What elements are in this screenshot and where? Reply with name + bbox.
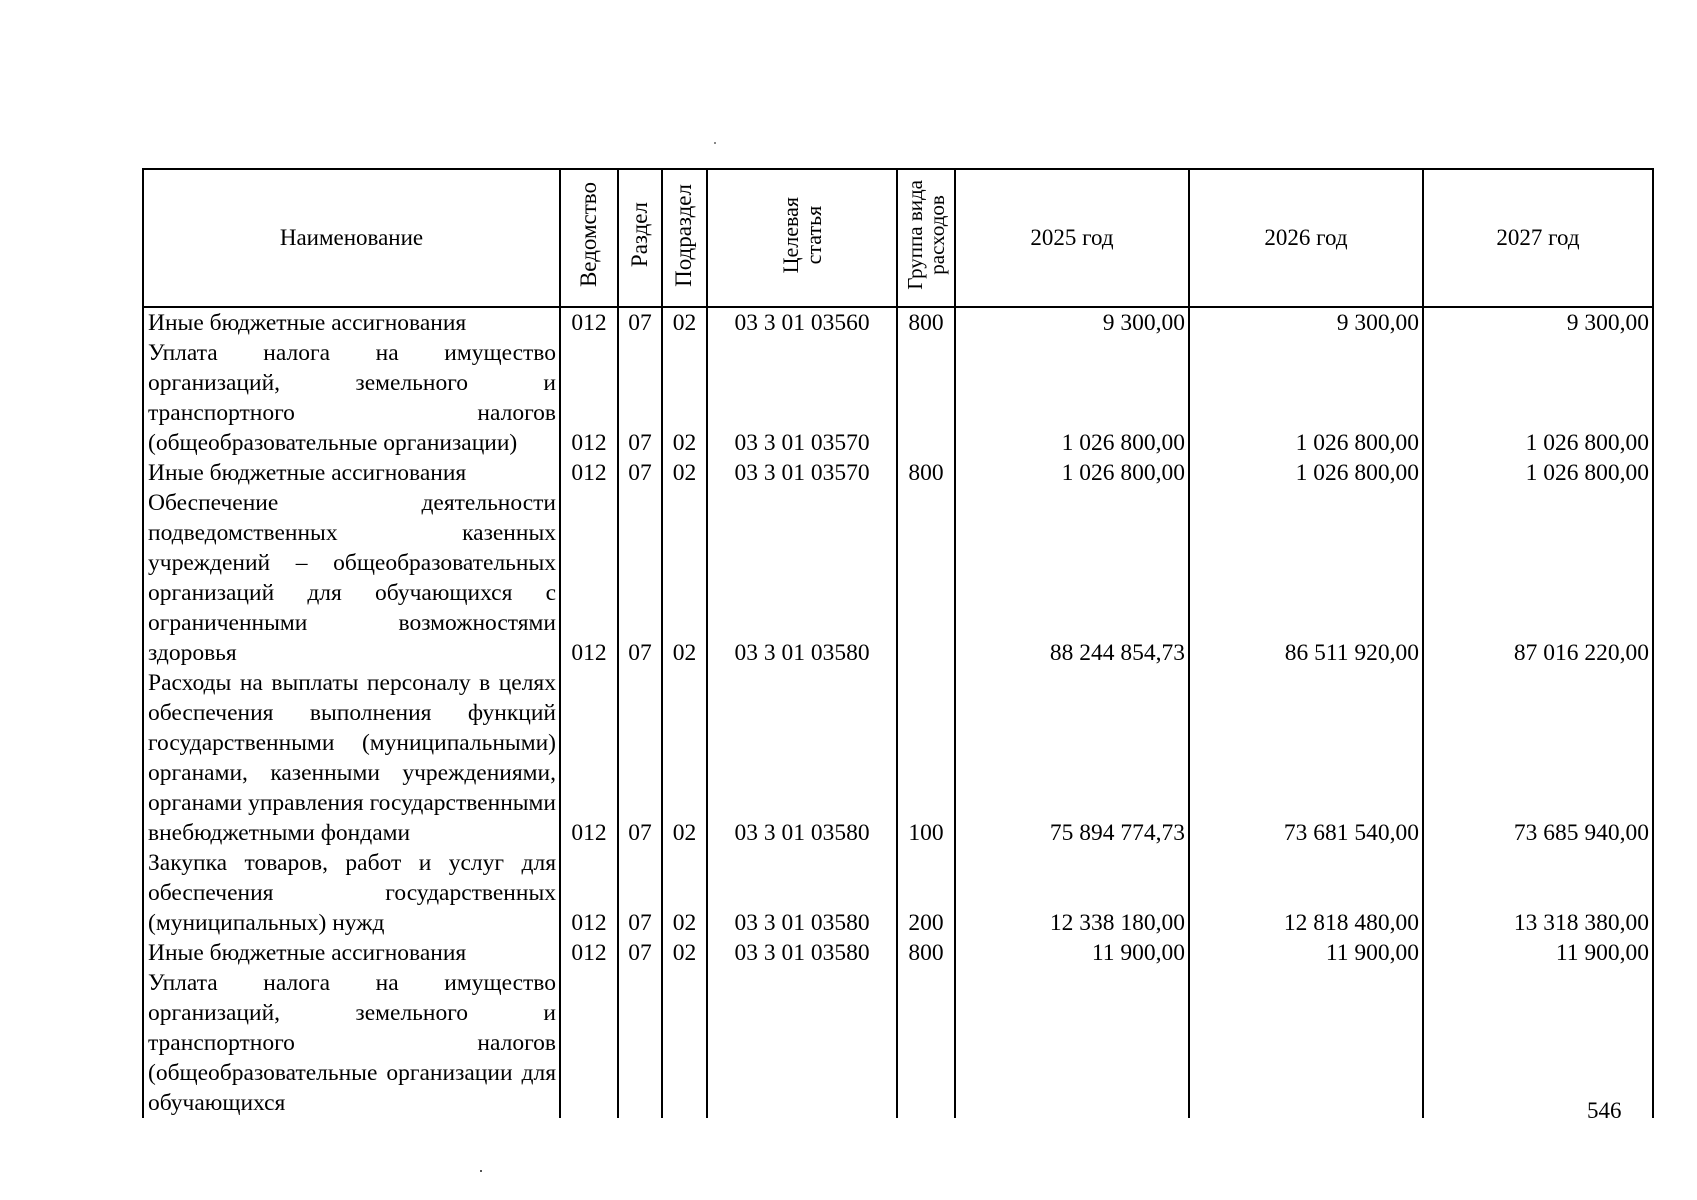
row-2025 <box>955 968 1189 1118</box>
row-razdel <box>618 968 662 1118</box>
row-2027: 9 300,00 <box>1423 307 1653 338</box>
row-2025: 1 026 800,00 <box>955 458 1189 488</box>
row-vedomstvo: 012 <box>560 338 618 458</box>
row-razdel: 07 <box>618 458 662 488</box>
row-podrazdel: 02 <box>662 938 707 968</box>
row-razdel: 07 <box>618 668 662 848</box>
row-gruppa-vida: 200 <box>897 848 955 938</box>
row-2026: 1 026 800,00 <box>1189 458 1423 488</box>
row-name: Закупка товаров, работ и услуг для обеспечения государственных (муниципальных) нужд <box>143 848 560 938</box>
row-2025: 11 900,00 <box>955 938 1189 968</box>
row-podrazdel: 02 <box>662 668 707 848</box>
row-razdel: 07 <box>618 848 662 938</box>
row-2025: 12 338 180,00 <box>955 848 1189 938</box>
row-podrazdel: 02 <box>662 307 707 338</box>
row-celevaya-statya: 03 3 01 03580 <box>707 848 897 938</box>
row-2026: 9 300,00 <box>1189 307 1423 338</box>
header-year-2027: 2027 год <box>1423 169 1653 307</box>
row-2027: 13 318 380,00 <box>1423 848 1653 938</box>
row-name: Иные бюджетные ассигнования <box>143 938 560 968</box>
header-year-2026: 2026 год <box>1189 169 1423 307</box>
table-row <box>143 338 1653 458</box>
row-name: Уплата налога на имущество организаций, земельного и транспортного налогов (общеобразовательные организации для обучающихся <box>143 968 560 1118</box>
header-vedomstvo-label: Ведомство <box>575 182 601 288</box>
table-row <box>143 488 1653 668</box>
header-row <box>143 169 1653 307</box>
row-2027 <box>1423 968 1653 1118</box>
row-2027: 11 900,00 <box>1423 938 1653 968</box>
row-podrazdel <box>662 968 707 1118</box>
row-podrazdel: 02 <box>662 488 707 668</box>
row-gruppa-vida: 100 <box>897 668 955 848</box>
row-celevaya-statya: 03 3 01 03570 <box>707 338 897 458</box>
header-celevaya-line1: Целевая <box>777 196 803 274</box>
row-2025: 9 300,00 <box>955 307 1189 338</box>
header-celevaya-statya-label <box>779 197 825 273</box>
row-vedomstvo: 012 <box>560 307 618 338</box>
row-razdel: 07 <box>618 488 662 668</box>
row-2027: 1 026 800,00 <box>1423 338 1653 458</box>
row-vedomstvo: 012 <box>560 938 618 968</box>
header-vedomstvo <box>560 169 618 307</box>
page-number: 546 <box>1587 1098 1622 1123</box>
row-celevaya-statya: 03 3 01 03570 <box>707 458 897 488</box>
row-2025: 75 894 774,73 <box>955 668 1189 848</box>
row-2025: 88 244 854,73 <box>955 488 1189 668</box>
table-row <box>143 458 1653 488</box>
row-name: Расходы на выплаты персоналу в целях обеспечения выполнения функций государственными (муниципальными) органами, казенными учреждениями, органами управления государственными внебюджетными фондами <box>143 668 560 848</box>
row-razdel: 07 <box>618 938 662 968</box>
table-header <box>143 169 1653 307</box>
header-gruppa-line2: расходов <box>925 195 949 275</box>
row-vedomstvo: 012 <box>560 458 618 488</box>
header-razdel-label: Раздел <box>626 202 652 268</box>
row-2026: 1 026 800,00 <box>1189 338 1423 458</box>
row-vedomstvo: 012 <box>560 668 618 848</box>
table-row <box>143 848 1653 938</box>
row-celevaya-statya: 03 3 01 03580 <box>707 668 897 848</box>
row-vedomstvo <box>560 968 618 1118</box>
row-celevaya-statya: 03 3 01 03580 <box>707 488 897 668</box>
header-podrazdel-label: Подраздел <box>671 183 697 287</box>
row-2027: 1 026 800,00 <box>1423 458 1653 488</box>
row-gruppa-vida <box>897 968 955 1118</box>
row-name: Обеспечение деятельности подведомственных казенных учреждений – общеобразовательных организаций для обучающихся с ограниченными возможностями здоровья <box>143 488 560 668</box>
budget-table-container <box>142 168 1652 1118</box>
row-celevaya-statya: 03 3 01 03580 <box>707 938 897 968</box>
row-vedomstvo: 012 <box>560 848 618 938</box>
table-row <box>143 938 1653 968</box>
row-celevaya-statya <box>707 968 897 1118</box>
table-row <box>143 968 1653 1118</box>
scan-speck <box>714 142 716 144</box>
row-name: Иные бюджетные ассигнования <box>143 458 560 488</box>
table-row <box>143 668 1653 848</box>
row-gruppa-vida: 800 <box>897 458 955 488</box>
header-gruppa-line1: Группа вида <box>902 180 927 290</box>
row-podrazdel: 02 <box>662 458 707 488</box>
row-2027: 73 685 940,00 <box>1423 668 1653 848</box>
table-row <box>143 307 1653 338</box>
row-2026: 86 511 920,00 <box>1189 488 1423 668</box>
row-2025: 1 026 800,00 <box>955 338 1189 458</box>
scan-speck <box>480 1170 482 1172</box>
header-name: Наименование <box>143 169 560 307</box>
row-vedomstvo: 012 <box>560 488 618 668</box>
row-gruppa-vida: 800 <box>897 307 955 338</box>
row-2026: 11 900,00 <box>1189 938 1423 968</box>
header-celevaya-statya <box>707 169 897 307</box>
row-celevaya-statya: 03 3 01 03560 <box>707 307 897 338</box>
row-podrazdel: 02 <box>662 338 707 458</box>
row-2027: 87 016 220,00 <box>1423 488 1653 668</box>
row-name: Иные бюджетные ассигнования <box>143 307 560 338</box>
header-year-2025: 2025 год <box>955 169 1189 307</box>
row-2026: 12 818 480,00 <box>1189 848 1423 938</box>
header-gruppa-vida-label <box>904 180 948 290</box>
row-2026 <box>1189 968 1423 1118</box>
header-podrazdel <box>662 169 707 307</box>
row-2026: 73 681 540,00 <box>1189 668 1423 848</box>
header-celevaya-line2: статья <box>801 205 826 265</box>
header-gruppa-vida <box>897 169 955 307</box>
row-name: Уплата налога на имущество организаций, земельного и транспортного налогов (общеобразовательные организации) <box>143 338 560 458</box>
header-razdel <box>618 169 662 307</box>
row-gruppa-vida: 800 <box>897 938 955 968</box>
table-body <box>143 307 1653 1118</box>
row-gruppa-vida <box>897 338 955 458</box>
row-razdel: 07 <box>618 338 662 458</box>
row-podrazdel: 02 <box>662 848 707 938</box>
budget-table <box>142 168 1654 1118</box>
row-gruppa-vida <box>897 488 955 668</box>
row-razdel: 07 <box>618 307 662 338</box>
